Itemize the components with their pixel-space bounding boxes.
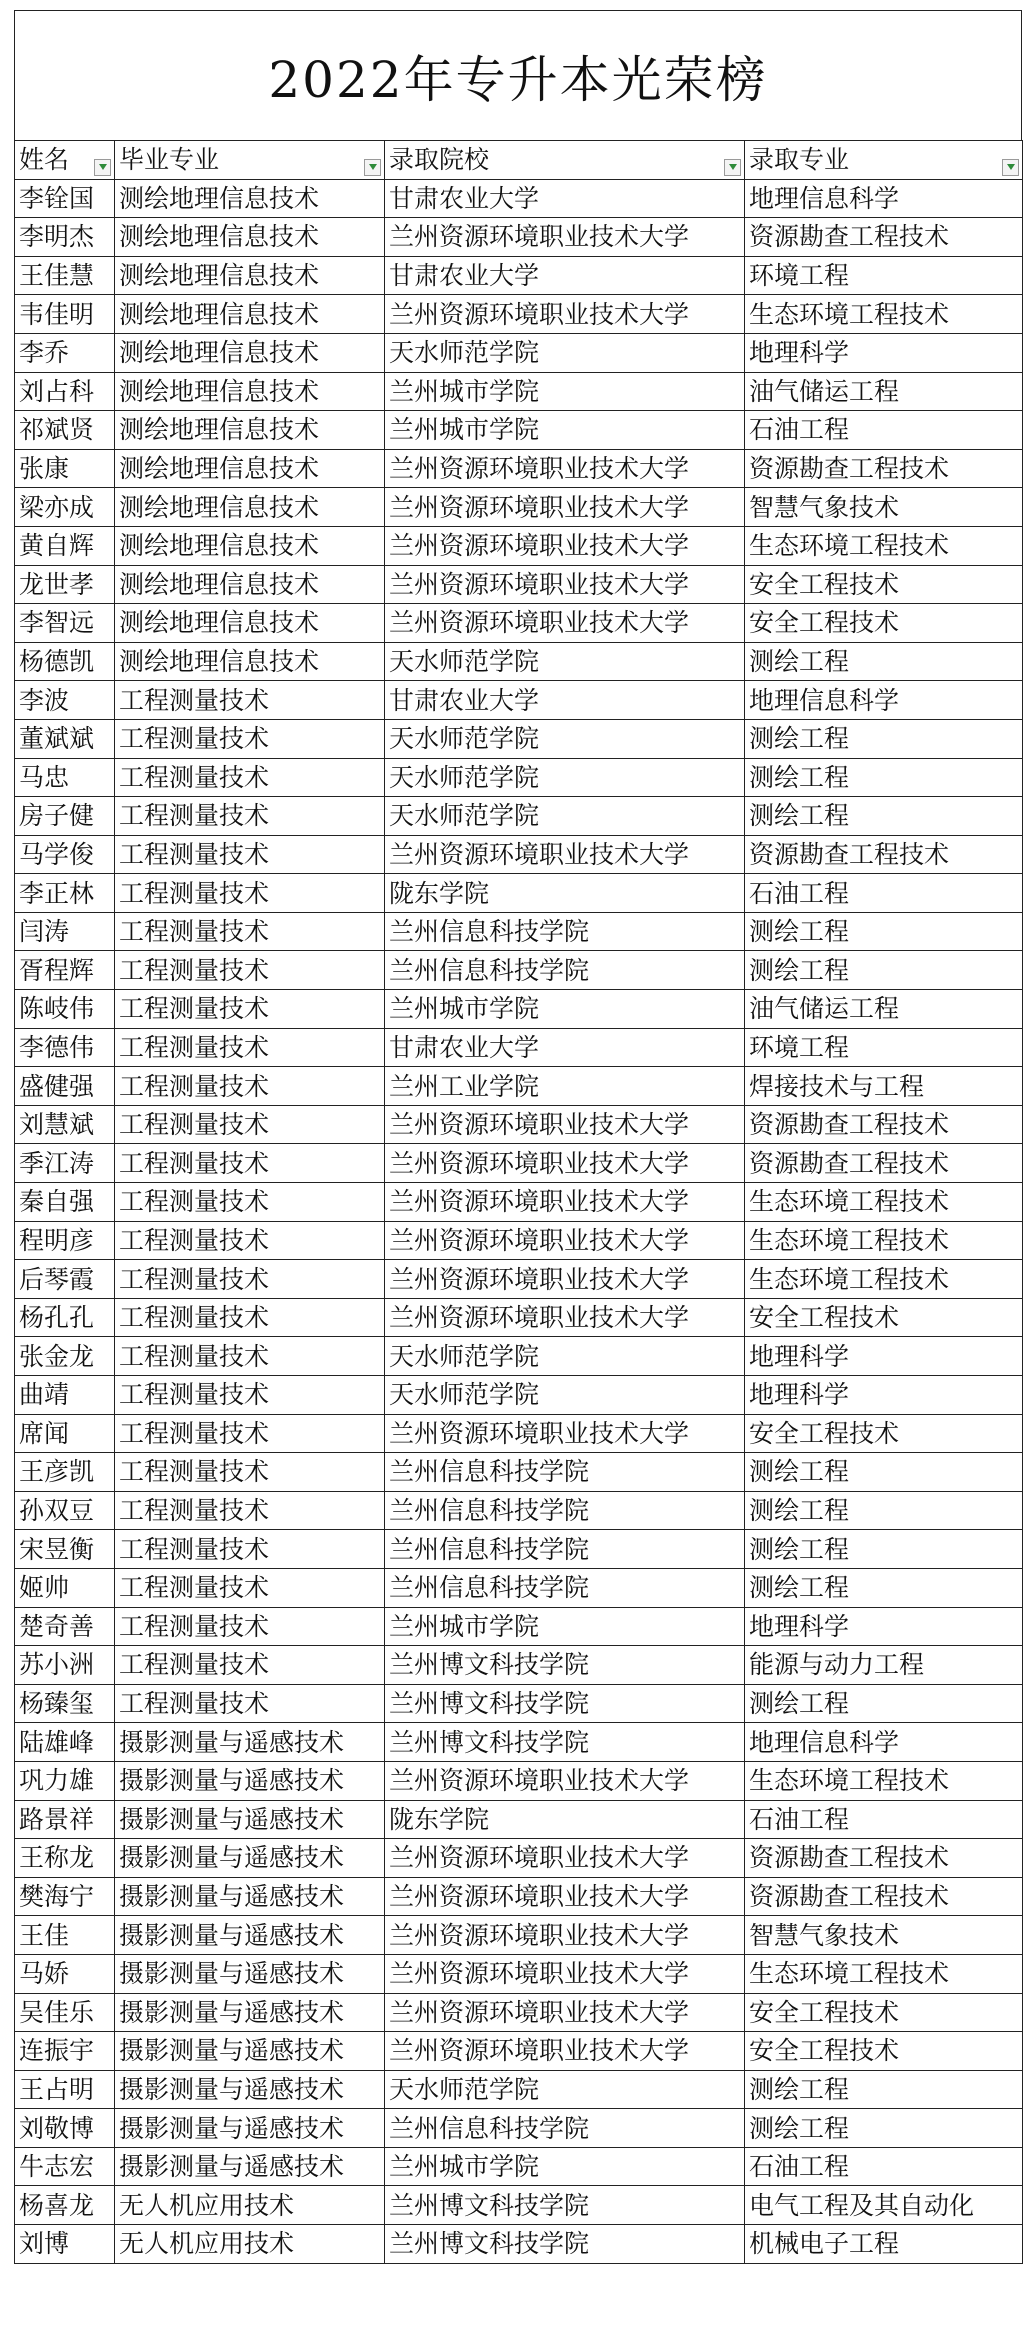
cell-graduation-major[interactable]: 工程测量技术 xyxy=(115,1105,385,1144)
cell-graduation-major[interactable]: 工程测量技术 xyxy=(115,1453,385,1492)
cell-admitted-major[interactable]: 测绘工程 xyxy=(745,797,1023,836)
table-row xyxy=(15,1761,1023,1800)
header-label: 姓名 xyxy=(19,145,70,175)
cell-admitted-school[interactable]: 兰州城市学院 xyxy=(385,372,745,411)
cell-admitted-school[interactable]: 兰州资源环境职业技术大学 xyxy=(385,565,745,604)
cell-admitted-school[interactable]: 兰州博文科技学院 xyxy=(385,2225,745,2264)
cell-admitted-school[interactable]: 甘肃农业大学 xyxy=(385,256,745,295)
cell-name[interactable]: 王彦凯 xyxy=(15,1453,115,1492)
cell-admitted-major[interactable]: 生态环境工程技术 xyxy=(745,1761,1023,1800)
cell-admitted-school[interactable]: 兰州资源环境职业技术大学 xyxy=(385,1954,745,1993)
cell-graduation-major[interactable]: 工程测量技术 xyxy=(115,1260,385,1299)
cell-admitted-school[interactable]: 兰州信息科技学院 xyxy=(385,1568,745,1607)
cell-graduation-major[interactable]: 工程测量技术 xyxy=(115,1376,385,1415)
cell-admitted-school[interactable]: 兰州资源环境职业技术大学 xyxy=(385,835,745,874)
cell-name[interactable]: 李智远 xyxy=(15,604,115,643)
cell-graduation-major[interactable]: 工程测量技术 xyxy=(115,835,385,874)
cell-admitted-school[interactable]: 兰州城市学院 xyxy=(385,411,745,450)
table-row xyxy=(15,2186,1023,2225)
table-row xyxy=(15,1376,1023,1415)
cell-name[interactable]: 杨孔孔 xyxy=(15,1298,115,1337)
cell-name[interactable]: 马娇 xyxy=(15,1954,115,1993)
cell-graduation-major[interactable]: 工程测量技术 xyxy=(115,797,385,836)
cell-name[interactable]: 王佳 xyxy=(15,1916,115,1955)
cell-admitted-school[interactable]: 兰州信息科技学院 xyxy=(385,912,745,951)
cell-admitted-major[interactable]: 石油工程 xyxy=(745,411,1023,450)
cell-admitted-major[interactable]: 智慧气象技术 xyxy=(745,488,1023,527)
table-row xyxy=(15,526,1023,565)
cell-admitted-school[interactable]: 兰州博文科技学院 xyxy=(385,1646,745,1685)
cell-admitted-major[interactable]: 生态环境工程技术 xyxy=(745,1260,1023,1299)
cell-admitted-school[interactable]: 兰州资源环境职业技术大学 xyxy=(385,1993,745,2032)
table-row xyxy=(15,1260,1023,1299)
cell-admitted-school[interactable]: 兰州资源环境职业技术大学 xyxy=(385,1105,745,1144)
cell-admitted-school[interactable]: 兰州信息科技学院 xyxy=(385,1453,745,1492)
table-row xyxy=(15,1105,1023,1144)
table-row xyxy=(15,1221,1023,1260)
cell-graduation-major[interactable]: 测绘地理信息技术 xyxy=(115,295,385,334)
cell-admitted-major[interactable]: 测绘工程 xyxy=(745,642,1023,681)
table-row xyxy=(15,565,1023,604)
table-row xyxy=(15,2032,1023,2071)
cell-graduation-major[interactable]: 摄影测量与遥感技术 xyxy=(115,2032,385,2071)
cell-name[interactable]: 王称龙 xyxy=(15,1839,115,1878)
table-row xyxy=(15,333,1023,372)
header-graduation-major xyxy=(115,141,385,180)
cell-admitted-major[interactable]: 能源与动力工程 xyxy=(745,1646,1023,1685)
table-row xyxy=(15,990,1023,1029)
cell-name[interactable]: 刘博 xyxy=(15,2225,115,2264)
cell-admitted-major[interactable]: 测绘工程 xyxy=(745,1453,1023,1492)
cell-graduation-major[interactable]: 工程测量技术 xyxy=(115,951,385,990)
cell-admitted-school[interactable]: 兰州资源环境职业技术大学 xyxy=(385,449,745,488)
cell-graduation-major[interactable]: 测绘地理信息技术 xyxy=(115,526,385,565)
cell-name[interactable]: 王佳慧 xyxy=(15,256,115,295)
cell-admitted-major[interactable]: 地理信息科学 xyxy=(745,681,1023,720)
cell-name[interactable]: 刘敬博 xyxy=(15,2109,115,2148)
cell-admitted-school[interactable]: 兰州工业学院 xyxy=(385,1067,745,1106)
cell-graduation-major[interactable]: 测绘地理信息技术 xyxy=(115,333,385,372)
cell-graduation-major[interactable]: 摄影测量与遥感技术 xyxy=(115,1800,385,1839)
cell-admitted-major[interactable]: 地理科学 xyxy=(745,1337,1023,1376)
table-row xyxy=(15,835,1023,874)
cell-admitted-major[interactable]: 生态环境工程技术 xyxy=(745,526,1023,565)
cell-admitted-major[interactable]: 测绘工程 xyxy=(745,1491,1023,1530)
cell-admitted-major[interactable]: 生态环境工程技术 xyxy=(745,295,1023,334)
cell-name[interactable]: 祁斌贤 xyxy=(15,411,115,450)
cell-graduation-major[interactable]: 工程测量技术 xyxy=(115,1028,385,1067)
cell-name[interactable]: 董斌斌 xyxy=(15,719,115,758)
table-row xyxy=(15,1916,1023,1955)
cell-graduation-major[interactable]: 摄影测量与遥感技术 xyxy=(115,1954,385,1993)
cell-admitted-major[interactable]: 资源勘查工程技术 xyxy=(745,1144,1023,1183)
cell-name[interactable]: 陆雄峰 xyxy=(15,1723,115,1762)
cell-graduation-major[interactable]: 工程测量技术 xyxy=(115,1684,385,1723)
cell-graduation-major[interactable]: 测绘地理信息技术 xyxy=(115,604,385,643)
cell-admitted-major[interactable]: 资源勘查工程技术 xyxy=(745,1877,1023,1916)
cell-name[interactable]: 王占明 xyxy=(15,2070,115,2109)
cell-name[interactable]: 苏小洲 xyxy=(15,1646,115,1685)
cell-admitted-school[interactable]: 陇东学院 xyxy=(385,874,745,913)
table-body xyxy=(15,179,1023,2263)
cell-name[interactable]: 程明彦 xyxy=(15,1221,115,1260)
cell-admitted-school[interactable]: 兰州信息科技学院 xyxy=(385,951,745,990)
cell-admitted-school[interactable]: 兰州资源环境职业技术大学 xyxy=(385,1221,745,1260)
cell-graduation-major[interactable]: 工程测量技术 xyxy=(115,990,385,1029)
table-row xyxy=(15,1723,1023,1762)
header-row xyxy=(15,141,1023,180)
cell-admitted-school[interactable]: 兰州博文科技学院 xyxy=(385,1723,745,1762)
filter-dropdown-icon[interactable] xyxy=(94,159,111,176)
cell-name[interactable]: 闫涛 xyxy=(15,912,115,951)
cell-admitted-major[interactable]: 安全工程技术 xyxy=(745,1993,1023,2032)
table-row xyxy=(15,1568,1023,1607)
cell-graduation-major[interactable]: 工程测量技术 xyxy=(115,758,385,797)
table-row xyxy=(15,1491,1023,1530)
table-row xyxy=(15,1684,1023,1723)
table-row xyxy=(15,1453,1023,1492)
cell-graduation-major[interactable]: 摄影测量与遥感技术 xyxy=(115,1839,385,1878)
cell-admitted-school[interactable]: 甘肃农业大学 xyxy=(385,681,745,720)
table-row xyxy=(15,1607,1023,1646)
cell-admitted-major[interactable]: 测绘工程 xyxy=(745,1530,1023,1569)
cell-name[interactable]: 李铨国 xyxy=(15,179,115,218)
cell-name[interactable]: 马学俊 xyxy=(15,835,115,874)
table-row xyxy=(15,488,1023,527)
cell-admitted-major[interactable]: 资源勘查工程技术 xyxy=(745,1839,1023,1878)
cell-admitted-major[interactable]: 测绘工程 xyxy=(745,951,1023,990)
cell-admitted-school[interactable]: 天水师范学院 xyxy=(385,719,745,758)
cell-graduation-major[interactable]: 摄影测量与遥感技术 xyxy=(115,1877,385,1916)
cell-name[interactable]: 杨臻玺 xyxy=(15,1684,115,1723)
cell-admitted-school[interactable]: 兰州资源环境职业技术大学 xyxy=(385,218,745,257)
cell-name[interactable]: 曲靖 xyxy=(15,1376,115,1415)
cell-admitted-major[interactable]: 地理科学 xyxy=(745,333,1023,372)
cell-name[interactable]: 杨喜龙 xyxy=(15,2186,115,2225)
cell-admitted-school[interactable]: 兰州资源环境职业技术大学 xyxy=(385,1839,745,1878)
cell-admitted-major[interactable]: 油气储运工程 xyxy=(745,372,1023,411)
cell-admitted-major[interactable]: 地理信息科学 xyxy=(745,179,1023,218)
cell-name[interactable]: 刘慧斌 xyxy=(15,1105,115,1144)
cell-name[interactable]: 胥程辉 xyxy=(15,951,115,990)
cell-name[interactable]: 路景祥 xyxy=(15,1800,115,1839)
cell-graduation-major[interactable]: 测绘地理信息技术 xyxy=(115,218,385,257)
cell-admitted-major[interactable]: 生态环境工程技术 xyxy=(745,1954,1023,1993)
cell-admitted-major[interactable]: 油气储运工程 xyxy=(745,990,1023,1029)
honor-roll-table xyxy=(14,140,1023,2264)
table-row xyxy=(15,1530,1023,1569)
cell-admitted-school[interactable]: 兰州信息科技学院 xyxy=(385,1530,745,1569)
cell-admitted-school[interactable]: 天水师范学院 xyxy=(385,797,745,836)
cell-admitted-major[interactable]: 地理科学 xyxy=(745,1376,1023,1415)
cell-admitted-major[interactable]: 测绘工程 xyxy=(745,1568,1023,1607)
cell-admitted-school[interactable]: 兰州资源环境职业技术大学 xyxy=(385,1761,745,1800)
table-row xyxy=(15,2147,1023,2186)
table-row xyxy=(15,874,1023,913)
table-row xyxy=(15,1800,1023,1839)
cell-admitted-school[interactable]: 兰州资源环境职业技术大学 xyxy=(385,1298,745,1337)
header-admitted-school xyxy=(385,141,745,180)
table-row xyxy=(15,797,1023,836)
cell-admitted-major[interactable]: 石油工程 xyxy=(745,2147,1023,2186)
cell-graduation-major[interactable]: 摄影测量与遥感技术 xyxy=(115,1723,385,1762)
cell-graduation-major[interactable]: 工程测量技术 xyxy=(115,1221,385,1260)
cell-admitted-school[interactable]: 兰州资源环境职业技术大学 xyxy=(385,1260,745,1299)
cell-admitted-major[interactable]: 安全工程技术 xyxy=(745,1414,1023,1453)
cell-name[interactable]: 黄自辉 xyxy=(15,526,115,565)
table-row xyxy=(15,411,1023,450)
cell-admitted-school[interactable]: 兰州资源环境职业技术大学 xyxy=(385,2032,745,2071)
cell-graduation-major[interactable]: 摄影测量与遥感技术 xyxy=(115,2147,385,2186)
filter-dropdown-icon[interactable] xyxy=(1002,159,1019,176)
cell-admitted-major[interactable]: 地理科学 xyxy=(745,1607,1023,1646)
cell-name[interactable]: 盛健强 xyxy=(15,1067,115,1106)
table-row xyxy=(15,1067,1023,1106)
cell-graduation-major[interactable]: 摄影测量与遥感技术 xyxy=(115,1993,385,2032)
cell-admitted-major[interactable]: 测绘工程 xyxy=(745,758,1023,797)
table-row xyxy=(15,912,1023,951)
table-row xyxy=(15,758,1023,797)
table-row xyxy=(15,218,1023,257)
cell-name[interactable]: 李德伟 xyxy=(15,1028,115,1067)
cell-name[interactable]: 吴佳乐 xyxy=(15,1993,115,2032)
cell-admitted-school[interactable]: 兰州资源环境职业技术大学 xyxy=(385,488,745,527)
cell-name[interactable]: 宋昱衡 xyxy=(15,1530,115,1569)
cell-name[interactable]: 席闻 xyxy=(15,1414,115,1453)
cell-name[interactable]: 楚奇善 xyxy=(15,1607,115,1646)
cell-admitted-school[interactable]: 兰州信息科技学院 xyxy=(385,1491,745,1530)
cell-name[interactable]: 韦佳明 xyxy=(15,295,115,334)
cell-graduation-major[interactable]: 测绘地理信息技术 xyxy=(115,488,385,527)
header-admitted-major xyxy=(745,141,1023,180)
filter-dropdown-icon[interactable] xyxy=(364,159,381,176)
cell-name[interactable]: 季江涛 xyxy=(15,1144,115,1183)
cell-graduation-major[interactable]: 工程测量技术 xyxy=(115,1607,385,1646)
cell-admitted-major[interactable]: 地理信息科学 xyxy=(745,1723,1023,1762)
cell-graduation-major[interactable]: 摄影测量与遥感技术 xyxy=(115,1916,385,1955)
cell-admitted-school[interactable]: 兰州资源环境职业技术大学 xyxy=(385,1916,745,1955)
cell-name[interactable]: 李正林 xyxy=(15,874,115,913)
filter-dropdown-icon[interactable] xyxy=(724,159,741,176)
table-row xyxy=(15,642,1023,681)
cell-admitted-school[interactable]: 兰州资源环境职业技术大学 xyxy=(385,526,745,565)
cell-admitted-major[interactable]: 安全工程技术 xyxy=(745,604,1023,643)
cell-admitted-school[interactable]: 天水师范学院 xyxy=(385,1376,745,1415)
cell-graduation-major[interactable]: 工程测量技术 xyxy=(115,681,385,720)
cell-graduation-major[interactable]: 测绘地理信息技术 xyxy=(115,179,385,218)
cell-graduation-major[interactable]: 工程测量技术 xyxy=(115,1646,385,1685)
cell-admitted-major[interactable]: 安全工程技术 xyxy=(745,1298,1023,1337)
cell-admitted-school[interactable]: 兰州资源环境职业技术大学 xyxy=(385,1144,745,1183)
cell-admitted-school[interactable]: 兰州博文科技学院 xyxy=(385,2186,745,2225)
table-row xyxy=(15,1877,1023,1916)
cell-admitted-major[interactable]: 资源勘查工程技术 xyxy=(745,835,1023,874)
table-row xyxy=(15,1298,1023,1337)
cell-name[interactable]: 李乔 xyxy=(15,333,115,372)
cell-admitted-school[interactable]: 陇东学院 xyxy=(385,1800,745,1839)
cell-name[interactable]: 张康 xyxy=(15,449,115,488)
table-row xyxy=(15,1839,1023,1878)
cell-admitted-school[interactable]: 兰州资源环境职业技术大学 xyxy=(385,295,745,334)
cell-admitted-school[interactable]: 兰州城市学院 xyxy=(385,2147,745,2186)
spreadsheet xyxy=(14,10,1022,2331)
cell-admitted-school[interactable]: 兰州资源环境职业技术大学 xyxy=(385,1877,745,1916)
header-name xyxy=(15,141,115,180)
header-label: 录取专业 xyxy=(749,145,850,175)
cell-graduation-major[interactable]: 工程测量技术 xyxy=(115,1530,385,1569)
cell-name[interactable]: 马忠 xyxy=(15,758,115,797)
cell-name[interactable]: 连振宇 xyxy=(15,2032,115,2071)
cell-name[interactable]: 牛志宏 xyxy=(15,2147,115,2186)
cell-graduation-major[interactable]: 工程测量技术 xyxy=(115,1067,385,1106)
header-label: 录取院校 xyxy=(389,145,490,175)
table-row xyxy=(15,256,1023,295)
table-row xyxy=(15,295,1023,334)
cell-admitted-major[interactable]: 石油工程 xyxy=(745,1800,1023,1839)
cell-admitted-major[interactable]: 焊接技术与工程 xyxy=(745,1067,1023,1106)
table-row xyxy=(15,2070,1023,2109)
cell-graduation-major[interactable]: 测绘地理信息技术 xyxy=(115,449,385,488)
cell-admitted-major[interactable]: 生态环境工程技术 xyxy=(745,1221,1023,1260)
cell-admitted-major[interactable]: 测绘工程 xyxy=(745,1684,1023,1723)
cell-name[interactable]: 巩力雄 xyxy=(15,1761,115,1800)
cell-graduation-major[interactable]: 摄影测量与遥感技术 xyxy=(115,2109,385,2148)
cell-name[interactable]: 房子健 xyxy=(15,797,115,836)
cell-graduation-major[interactable]: 无人机应用技术 xyxy=(115,2186,385,2225)
cell-admitted-major[interactable]: 生态环境工程技术 xyxy=(745,1183,1023,1222)
table-row xyxy=(15,1183,1023,1222)
cell-graduation-major[interactable]: 测绘地理信息技术 xyxy=(115,642,385,681)
cell-admitted-major[interactable]: 测绘工程 xyxy=(745,2070,1023,2109)
cell-graduation-major[interactable]: 工程测量技术 xyxy=(115,719,385,758)
table-row xyxy=(15,1144,1023,1183)
cell-graduation-major[interactable]: 工程测量技术 xyxy=(115,1298,385,1337)
header-label: 毕业专业 xyxy=(119,145,220,175)
cell-graduation-major[interactable]: 摄影测量与遥感技术 xyxy=(115,1761,385,1800)
table-row xyxy=(15,372,1023,411)
cell-admitted-school[interactable]: 兰州城市学院 xyxy=(385,990,745,1029)
cell-name[interactable]: 姬帅 xyxy=(15,1568,115,1607)
cell-admitted-major[interactable]: 石油工程 xyxy=(745,874,1023,913)
cell-admitted-school[interactable]: 兰州信息科技学院 xyxy=(385,2109,745,2148)
cell-name[interactable]: 龙世孝 xyxy=(15,565,115,604)
cell-admitted-major[interactable]: 安全工程技术 xyxy=(745,565,1023,604)
cell-admitted-school[interactable]: 甘肃农业大学 xyxy=(385,179,745,218)
table-row xyxy=(15,1646,1023,1685)
cell-name[interactable]: 秦自强 xyxy=(15,1183,115,1222)
cell-graduation-major[interactable]: 测绘地理信息技术 xyxy=(115,372,385,411)
cell-admitted-school[interactable]: 天水师范学院 xyxy=(385,758,745,797)
cell-name[interactable]: 樊海宁 xyxy=(15,1877,115,1916)
cell-admitted-school[interactable]: 兰州资源环境职业技术大学 xyxy=(385,604,745,643)
cell-graduation-major[interactable]: 测绘地理信息技术 xyxy=(115,256,385,295)
cell-graduation-major[interactable]: 工程测量技术 xyxy=(115,874,385,913)
cell-admitted-major[interactable]: 资源勘查工程技术 xyxy=(745,449,1023,488)
table-row xyxy=(15,1993,1023,2032)
table-row xyxy=(15,449,1023,488)
cell-admitted-major[interactable]: 测绘工程 xyxy=(745,2109,1023,2148)
cell-graduation-major[interactable]: 工程测量技术 xyxy=(115,1183,385,1222)
cell-admitted-major[interactable]: 智慧气象技术 xyxy=(745,1916,1023,1955)
cell-admitted-major[interactable]: 测绘工程 xyxy=(745,912,1023,951)
table-row xyxy=(15,1337,1023,1376)
cell-name[interactable]: 张金龙 xyxy=(15,1337,115,1376)
cell-admitted-school[interactable]: 天水师范学院 xyxy=(385,642,745,681)
table-row xyxy=(15,1954,1023,1993)
cell-graduation-major[interactable]: 无人机应用技术 xyxy=(115,2225,385,2264)
cell-admitted-major[interactable]: 环境工程 xyxy=(745,256,1023,295)
table-row xyxy=(15,1414,1023,1453)
cell-admitted-major[interactable]: 电气工程及其自动化 xyxy=(745,2186,1023,2225)
cell-admitted-school[interactable]: 兰州博文科技学院 xyxy=(385,1684,745,1723)
cell-admitted-major[interactable]: 测绘工程 xyxy=(745,719,1023,758)
cell-graduation-major[interactable]: 测绘地理信息技术 xyxy=(115,411,385,450)
cell-admitted-school[interactable]: 天水师范学院 xyxy=(385,1337,745,1376)
table-row xyxy=(15,719,1023,758)
table-row xyxy=(15,604,1023,643)
cell-name[interactable]: 梁亦成 xyxy=(15,488,115,527)
cell-name[interactable]: 李明杰 xyxy=(15,218,115,257)
cell-admitted-major[interactable]: 环境工程 xyxy=(745,1028,1023,1067)
table-row xyxy=(15,1028,1023,1067)
cell-admitted-major[interactable]: 资源勘查工程技术 xyxy=(745,218,1023,257)
cell-graduation-major[interactable]: 摄影测量与遥感技术 xyxy=(115,2070,385,2109)
cell-admitted-school[interactable]: 天水师范学院 xyxy=(385,2070,745,2109)
table-row xyxy=(15,2225,1023,2264)
cell-name[interactable]: 李波 xyxy=(15,681,115,720)
sheet-title: 2022年专升本光荣榜 xyxy=(14,10,1022,140)
cell-admitted-school[interactable]: 兰州资源环境职业技术大学 xyxy=(385,1183,745,1222)
cell-admitted-school[interactable]: 天水师范学院 xyxy=(385,333,745,372)
cell-graduation-major[interactable]: 工程测量技术 xyxy=(115,1337,385,1376)
cell-graduation-major[interactable]: 工程测量技术 xyxy=(115,1491,385,1530)
cell-admitted-major[interactable]: 安全工程技术 xyxy=(745,2032,1023,2071)
cell-admitted-school[interactable]: 兰州资源环境职业技术大学 xyxy=(385,1414,745,1453)
table-row xyxy=(15,681,1023,720)
cell-name[interactable]: 刘占科 xyxy=(15,372,115,411)
cell-name[interactable]: 杨德凯 xyxy=(15,642,115,681)
table-row xyxy=(15,951,1023,990)
cell-admitted-major[interactable]: 资源勘查工程技术 xyxy=(745,1105,1023,1144)
cell-name[interactable]: 陈岐伟 xyxy=(15,990,115,1029)
cell-graduation-major[interactable]: 工程测量技术 xyxy=(115,1568,385,1607)
cell-admitted-school[interactable]: 兰州城市学院 xyxy=(385,1607,745,1646)
cell-admitted-major[interactable]: 机械电子工程 xyxy=(745,2225,1023,2264)
cell-admitted-school[interactable]: 甘肃农业大学 xyxy=(385,1028,745,1067)
cell-graduation-major[interactable]: 测绘地理信息技术 xyxy=(115,565,385,604)
table-row xyxy=(15,2109,1023,2148)
cell-graduation-major[interactable]: 工程测量技术 xyxy=(115,1144,385,1183)
cell-graduation-major[interactable]: 工程测量技术 xyxy=(115,1414,385,1453)
cell-name[interactable]: 孙双豆 xyxy=(15,1491,115,1530)
table-row xyxy=(15,179,1023,218)
cell-graduation-major[interactable]: 工程测量技术 xyxy=(115,912,385,951)
cell-name[interactable]: 后琴霞 xyxy=(15,1260,115,1299)
